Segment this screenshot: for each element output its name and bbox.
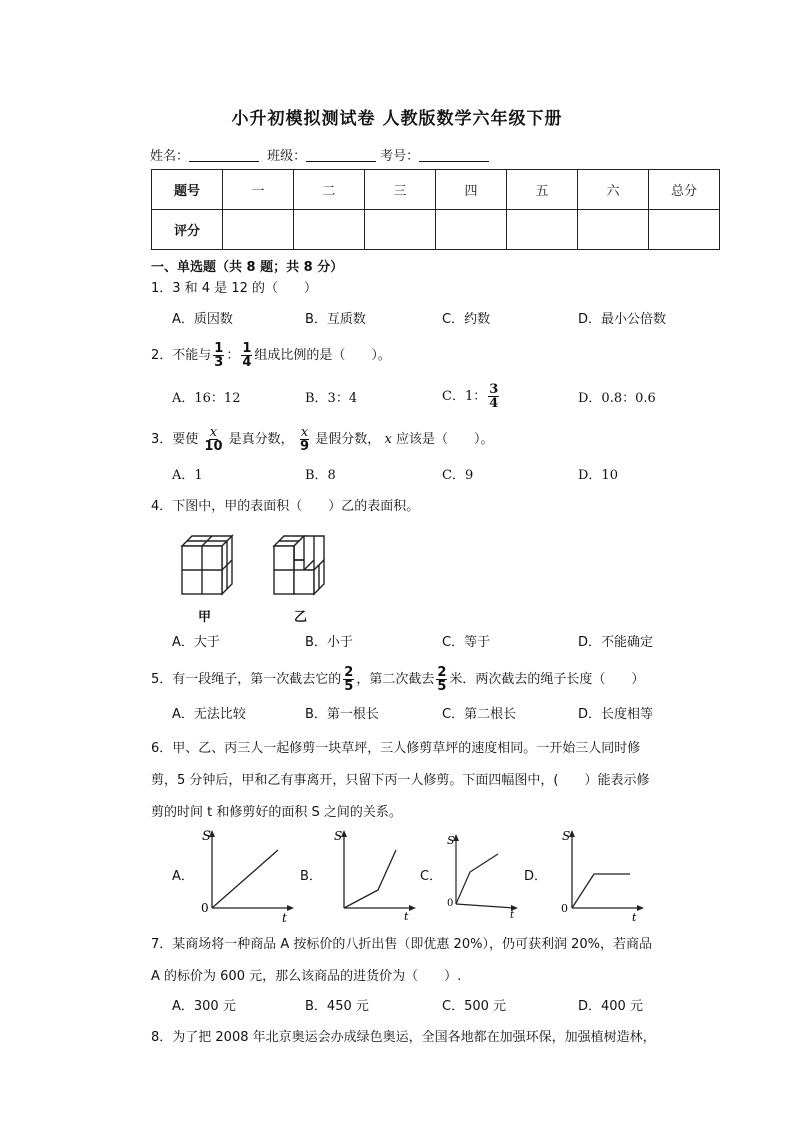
graph-c [444, 830, 524, 920]
class-label: 班级： [267, 149, 307, 164]
graph-a [198, 826, 298, 924]
score-header-cell: 总分 [649, 170, 720, 210]
svg-text:t: t [632, 911, 637, 924]
q1-option-c[interactable]: C．约数 [442, 312, 491, 327]
score-header-cell: 三 [365, 170, 436, 210]
svg-text:S: S [447, 834, 455, 847]
page-title: 小升初模拟测试卷 人教版数学六年级下册 [231, 109, 563, 129]
exam-no-blank [419, 148, 489, 162]
figure-label-yi: 乙 [294, 610, 308, 625]
score-cell[interactable] [223, 210, 294, 250]
q2-post: 组成比例的是（ ）。 [254, 348, 391, 363]
svg-text:0: 0 [201, 901, 209, 915]
svg-text:0: 0 [561, 902, 568, 915]
q7-option-b[interactable]: B．450 元 [305, 999, 369, 1014]
q4-option-a[interactable]: A．大于 [172, 635, 220, 650]
q1-option-d[interactable]: D．最小公倍数 [578, 312, 667, 327]
graph-b [330, 826, 420, 924]
question-8-stem: 8．为了把 2008 年北京奥运会办成绿色奥运，全国各地都在加强环保，加强植树造林， [151, 1030, 656, 1045]
q6-option-c[interactable]: C． [420, 869, 443, 884]
q3-option-c[interactable]: C．9 [442, 468, 474, 483]
q2-option-c-fraction: $\frac{3}{4}$ [489, 382, 499, 411]
score-table [151, 169, 720, 250]
score-cell[interactable] [578, 210, 649, 250]
question-6-stem: 6．甲、乙、丙三人一起修剪一块草坪，三人修剪草坪的速度相同。一开始三人同时修 剪，5 分钟后，甲和乙有事离开，只留下丙一人修剪。下面四幅图中，( ）能表示修 剪的时间 t 和修剪好的面积 S 之间的关系。 [151, 741, 650, 820]
q4-option-b[interactable]: B．小于 [305, 635, 353, 650]
section-heading: 一、单选题（共 8 题；共 8 分） [151, 260, 344, 275]
score-header-cell: 一 [223, 170, 294, 210]
score-header-cell: 题号 [152, 170, 223, 210]
question-1-stem: 1．3 和 4 是 12 的（ ） [151, 281, 318, 296]
q3-fraction-2: $\frac{x}{9}$ [299, 425, 309, 454]
score-header-cell: 五 [507, 170, 578, 210]
score-cell[interactable] [365, 210, 436, 250]
q2-fraction-2: $\frac{1}{4}$ [242, 341, 252, 370]
svg-text:t: t [404, 910, 409, 923]
q3-option-d[interactable]: D．10 [578, 468, 618, 483]
q1-option-a[interactable]: A．质因数 [172, 312, 233, 327]
question-5-stem: 5．有一段绳子，第一次截去它的 $\frac{2}{5}$ ，第二次截去 $\frac{2}{5}$ 米．两次截去的绳子长度（ ） [151, 665, 645, 694]
score-header-row [152, 170, 720, 210]
q2-pre: 2．不能与 [151, 348, 212, 363]
score-cell[interactable] [507, 210, 578, 250]
q6-option-b[interactable]: B． [300, 869, 322, 884]
q3-option-a[interactable]: A．1 [172, 468, 203, 483]
score-header-cell: 二 [294, 170, 365, 210]
q6-option-a[interactable]: A． [172, 869, 194, 884]
svg-text:S: S [202, 829, 211, 844]
q5-fraction-2: $\frac{2}{5}$ [437, 665, 447, 694]
q6-option-d[interactable]: D． [524, 869, 548, 884]
graph-d-line [572, 874, 630, 908]
question-4-stem: 4．下图中，甲的表面积（ ）乙的表面积。 [151, 499, 420, 514]
score-cell[interactable] [436, 210, 507, 250]
q2-option-a[interactable]: A．16：12 [172, 391, 241, 406]
q4-option-c[interactable]: C．等于 [442, 635, 491, 650]
q5-fraction-1: $\frac{2}{5}$ [344, 665, 354, 694]
q2-option-c[interactable]: C．1： $\frac{3}{4}$ [442, 382, 499, 411]
graph-a-line [212, 850, 278, 908]
question-3-stem: 3．要使 $\frac{x}{10}$ 是真分数， $\frac{x}{9}$ 是假分数， x 应该是（ ）。 [151, 425, 494, 454]
q5-option-c[interactable]: C．第二根长 [442, 707, 517, 722]
score-cell[interactable] [649, 210, 720, 250]
svg-text:t: t [282, 911, 287, 924]
score-row-label: 评分 [152, 210, 223, 250]
q3-fraction-1: $\frac{x}{10}$ [204, 425, 223, 454]
question-2-stem: 2．不能与 $\frac{1}{3}$ ： $\frac{1}{4}$ 组成比例的是（ ）。 [151, 341, 391, 370]
name-label: 姓名： [150, 149, 190, 164]
name-blank [189, 148, 259, 162]
graph-c-line [456, 854, 498, 904]
q2-option-b[interactable]: B．3：4 [305, 391, 358, 406]
q1-option-b[interactable]: B．互质数 [305, 312, 366, 327]
q5-option-b[interactable]: B．第一根长 [305, 707, 379, 722]
q4-option-d[interactable]: D．不能确定 [578, 635, 654, 650]
svg-text:S: S [562, 829, 571, 843]
q3-option-b[interactable]: B．8 [305, 468, 336, 483]
graph-d [558, 826, 648, 924]
figure-label-jia: 甲 [198, 610, 212, 625]
q2-fraction-1: $\frac{1}{3}$ [214, 341, 224, 370]
student-info [150, 145, 493, 164]
cube-yi [274, 536, 324, 594]
score-header-cell: 六 [578, 170, 649, 210]
q7-option-a[interactable]: A．300 元 [172, 999, 236, 1014]
q5-option-d[interactable]: D．长度相等 [578, 707, 654, 722]
q7-option-d[interactable]: D．400 元 [578, 999, 643, 1014]
score-cell[interactable] [294, 210, 365, 250]
cube-jia [182, 536, 232, 594]
graph-b-line [344, 850, 396, 908]
q7-option-c[interactable]: C．500 元 [442, 999, 507, 1014]
cube-figures [176, 530, 346, 600]
svg-text:t: t [510, 910, 515, 920]
score-header-cell: 四 [436, 170, 507, 210]
score-value-row [152, 210, 720, 250]
q2-option-d[interactable]: D．0.8：0.6 [578, 391, 656, 406]
class-blank [306, 148, 376, 162]
svg-text:0: 0 [447, 898, 454, 909]
exam-no-label: 考号： [380, 149, 420, 164]
question-7-stem: 7．某商场将一种商品 A 按标价的八折出售（即优惠 20%），仍可获利润 20%，若商品 A 的标价为 600 元，那么该商品的进货价为（ ）. [151, 937, 652, 984]
q5-option-a[interactable]: A．无法比较 [172, 707, 246, 722]
svg-text:S: S [334, 829, 343, 843]
